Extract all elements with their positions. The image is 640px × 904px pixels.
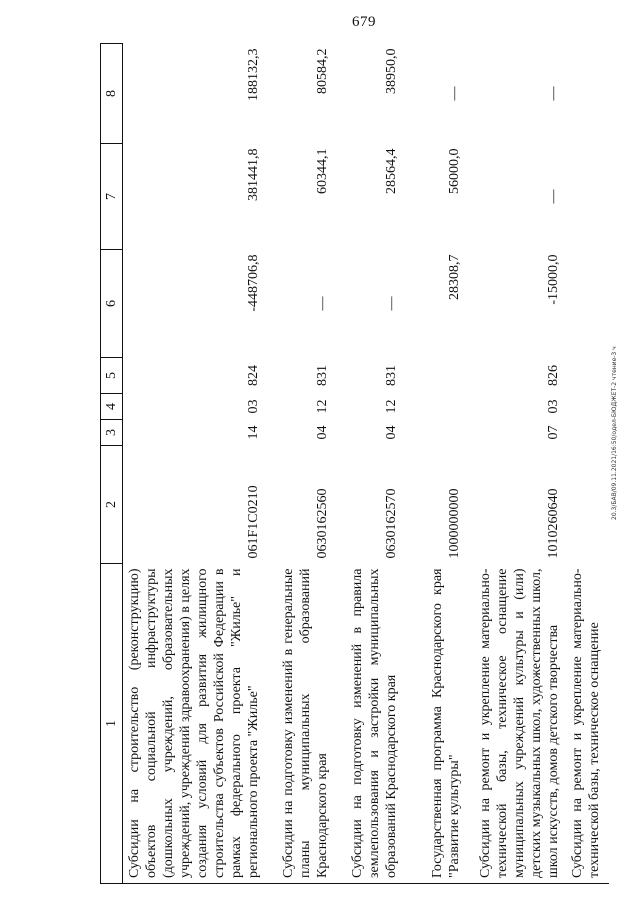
row-target-code: 061F1С0210 <box>246 485 261 559</box>
row-value-8: 38950,0 <box>384 48 399 94</box>
row-value-7: — <box>546 189 561 204</box>
row-section: 14 <box>246 425 261 440</box>
row-description: Субсидии на ремонт и укрепление материально-технической базы, техническое оснащение <box>566 564 609 884</box>
row-expense-type: 824 <box>246 365 261 386</box>
row-subsection <box>566 394 609 420</box>
row-value-6: 28308,7 <box>447 254 462 300</box>
budget-table <box>100 43 609 884</box>
row-value-8: 80584,2 <box>315 48 330 94</box>
row-target-code: 1010260640 <box>546 488 561 559</box>
table-header-row <box>101 44 123 884</box>
header-cell: 2 <box>101 446 123 564</box>
header-cell: 6 <box>101 250 123 358</box>
row-subsection: 03 <box>246 399 261 414</box>
row-subsection: 12 <box>384 399 399 414</box>
row-subsection <box>404 394 467 420</box>
header-cell: 3 <box>101 420 123 446</box>
row-value-8: 188132,3 <box>246 48 261 101</box>
row-expense-type: 831 <box>315 365 330 386</box>
row-value-6: — <box>384 296 399 311</box>
table-row <box>335 44 404 884</box>
row-description: Субсидии на ремонт и укрепление материально-технической базы, техническое оснащение муниципальных учреждений культуры и (или) детских музыкальных школ, художественных школ, школ искусств, домов детского творчества <box>467 564 566 884</box>
row-target-code: 0630162560 <box>315 488 330 559</box>
row-expense-type <box>566 358 609 394</box>
row-section: 04 <box>315 425 330 440</box>
row-value-8: — <box>447 86 462 101</box>
row-value-6 <box>566 250 609 358</box>
row-value-6: -448706,8 <box>246 254 261 312</box>
row-value-8: — <box>546 86 561 101</box>
table-row <box>404 44 467 884</box>
row-target-code: 0630162570 <box>384 488 399 559</box>
row-description: Субсидии на подготовку изменений в правила землепользования и застройки муниципальных образований Краснодарского края <box>335 564 404 884</box>
row-expense-type: 826 <box>546 365 561 386</box>
header-cell: 5 <box>101 358 123 394</box>
row-value-7: 381441,8 <box>246 148 261 201</box>
row-description: Государственная программа Краснодарского края "Развитие культуры" <box>404 564 467 884</box>
header-cell: 8 <box>101 44 123 144</box>
header-cell: 4 <box>101 394 123 420</box>
row-value-7: 60344,1 <box>315 148 330 194</box>
row-value-6: — <box>315 296 330 311</box>
row-value-6: -15000,0 <box>546 254 561 305</box>
row-description: Субсидии на строительство (реконструкцию) объектов социальной инфраструктуры (дошкольных учреждений, образовательных учреждений, учреждений здравоохранения) в целях создания условий для развития жилищного строительства субъектов Российской Федерации в рамках федерального проекта "Жилье" и регионального проекта "Жилье" <box>123 564 267 884</box>
document-footer-note: 20.3/БАВ/09.11.2021/16:50/одел-БЮДЖЕТ-2 чтение-3 ч <box>611 346 618 520</box>
header-cell: 7 <box>101 144 123 250</box>
header-cell: 1 <box>101 564 123 884</box>
table-row <box>467 44 566 884</box>
row-section <box>566 420 609 446</box>
row-description: Субсидии на подготовку изменений в генеральные планы муниципальных образований Краснодарского края <box>266 564 335 884</box>
table-row <box>266 44 335 884</box>
row-target-code <box>566 446 609 564</box>
page-number: 679 <box>352 14 376 30</box>
row-section <box>404 420 467 446</box>
row-section: 07 <box>546 425 561 440</box>
rotated-table-container <box>100 44 600 884</box>
row-target-code: 1000000000 <box>447 488 462 559</box>
row-expense-type: 831 <box>384 365 399 386</box>
row-section: 04 <box>384 425 399 440</box>
row-subsection: 12 <box>315 399 330 414</box>
row-value-7: 56000,0 <box>447 148 462 194</box>
table-row <box>123 44 267 884</box>
row-value-8 <box>566 44 609 144</box>
row-value-7 <box>566 144 609 250</box>
table-row <box>566 44 609 884</box>
row-value-7: 28564,4 <box>384 148 399 194</box>
row-subsection: 03 <box>546 399 561 414</box>
row-expense-type <box>404 358 467 394</box>
